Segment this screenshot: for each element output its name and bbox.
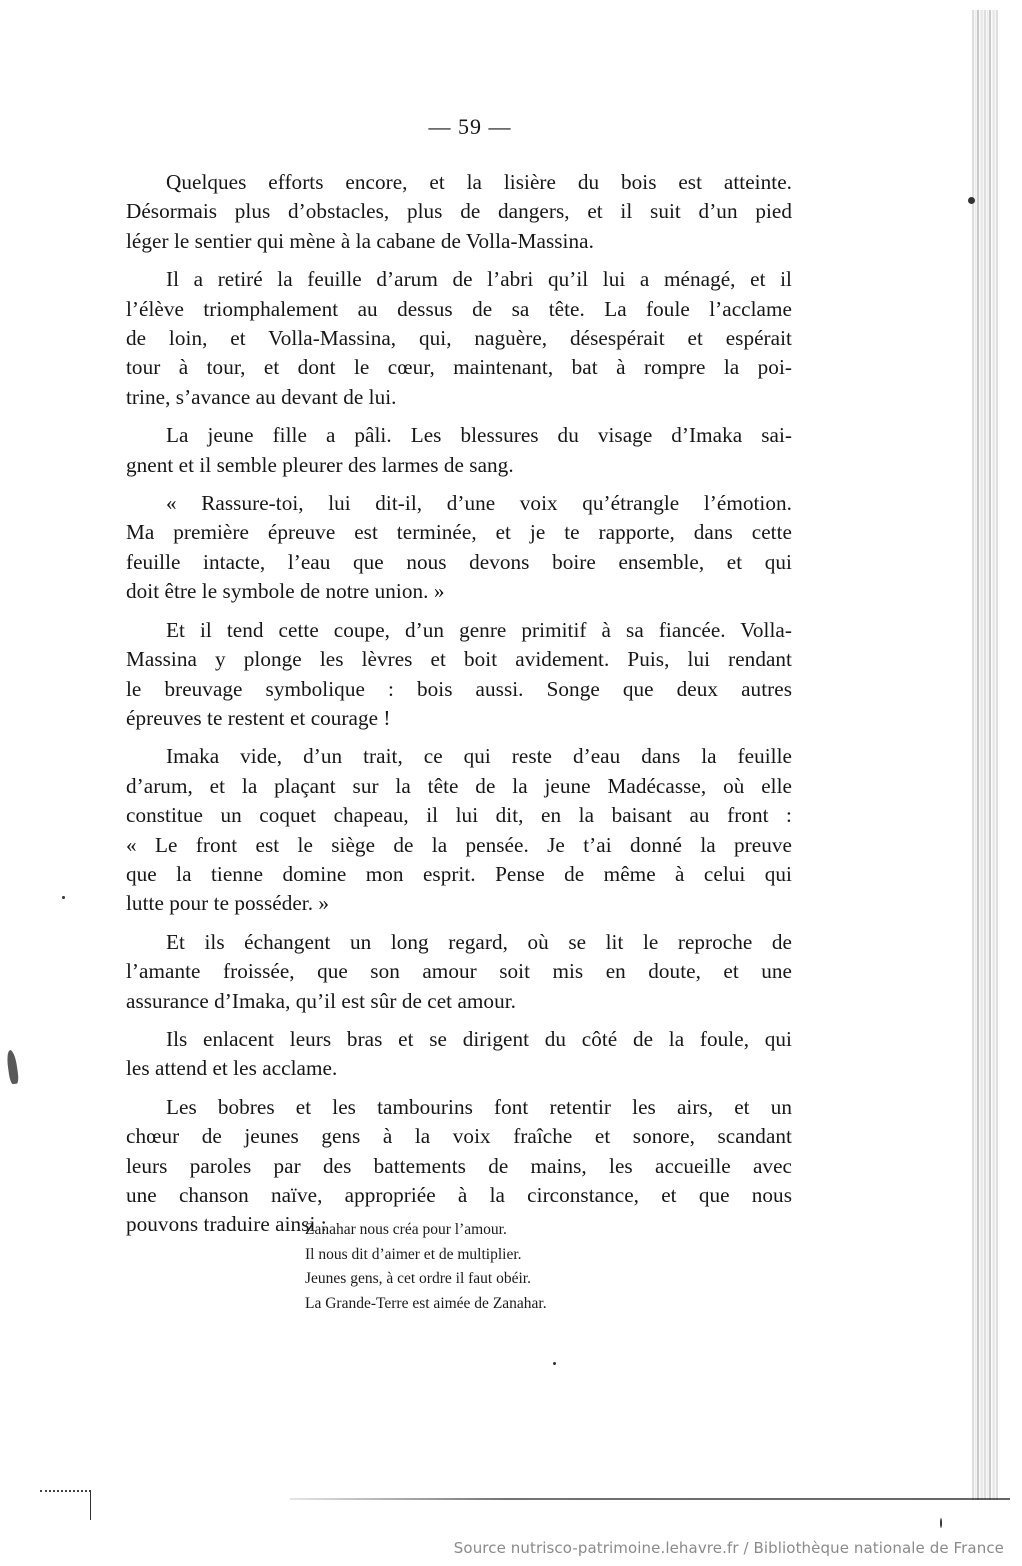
body-text [126, 168, 792, 1249]
verse-line: Jeunes gens, à cet ordre il faut obéir. [305, 1270, 531, 1287]
text-line: le breuvage symbolique : bois aussi. Songe que deux autres [126, 676, 792, 701]
text-line: doit être le symbole de notre union. » [126, 579, 445, 604]
text-line: feuille intacte, l’eau que nous devons boire ensemble, et qui [126, 549, 792, 574]
text-line: de loin, et Volla-Massina, qui, naguère, désespérait et espérait [126, 326, 792, 351]
text-line: « Rassure-toi, lui dit-il, d’une voix qu’étrangle l’émotion. [166, 491, 792, 516]
text-line: Ils enlacent leurs bras et se dirigent du côté de la foule, qui [166, 1026, 792, 1051]
text-line: Et ils échangent un long regard, où se lit le reproche de [166, 929, 792, 954]
margin-ink-mark [6, 1050, 20, 1085]
page-number: — 59 — [428, 114, 512, 139]
text-line: Massina y plonge les lèvres et boit avidement. Puis, lui rendant [126, 647, 792, 672]
text-line: pouvons traduire ainsi : [126, 1212, 327, 1237]
text-line: lutte pour te posséder. » [126, 891, 330, 916]
ink-speck [553, 1362, 556, 1365]
text-line: l’amante froissée, que son amour soit mis en doute, et une [126, 959, 792, 984]
ink-speck [940, 1518, 942, 1528]
paragraph [126, 742, 792, 918]
text-line: l’élève triomphalement au dessus de sa tête. La foule l’acclame [126, 296, 792, 321]
paragraph [126, 1025, 792, 1084]
paragraph [126, 265, 792, 412]
text-line: Désormais plus d’obstacles, plus de dangers, et il suit d’un pied [126, 199, 792, 224]
text-line: assurance d’Imaka, qu’il est sûr de cet amour. [126, 988, 517, 1013]
text-line: les attend et les acclame. [126, 1056, 338, 1081]
text-line: d’arum, et la plaçant sur la tête de la jeune Madécasse, où elle [126, 773, 792, 798]
text-line: Les bobres et les tambourins font retentir les airs, et un [166, 1094, 792, 1119]
paragraph [126, 928, 792, 1016]
source-attribution: Source nutrisco-patrimoine.lehavre.fr / Bibliothèque nationale de France [453, 1539, 1004, 1557]
text-line: tour à tour, et dont le cœur, maintenant, bat à rompre la poi- [126, 355, 792, 380]
text-line: Il a retiré la feuille d’arum de l’abri qu’il lui a ménagé, et il [166, 267, 792, 292]
verse-line: Il nous dit d’aimer et de multiplier. [305, 1245, 522, 1263]
text-line: Ma première épreuve est terminée, et je te rapporte, dans cette [126, 520, 792, 545]
verse-line: Zanahar nous créa pour l’amour. [305, 1221, 507, 1238]
text-line: « Le front est le siège de la pensée. Je t’ai donné la preuve [126, 832, 792, 857]
text-line: une chanson naïve, appropriée à la circonstance, et que nous [126, 1183, 792, 1207]
verse-line: La Grande-Terre est aimée de Zanahar. [305, 1294, 547, 1312]
paragraph [126, 489, 792, 607]
paragraph [126, 168, 792, 256]
text-line: leurs paroles par des battements de mains, les accueille avec [126, 1153, 792, 1178]
song-verses [305, 1218, 547, 1316]
text-line: que la tienne domine mon esprit. Pense de même à celui qui [126, 861, 792, 886]
scan-binding-edge [972, 10, 998, 1500]
paragraph [126, 616, 792, 734]
corner-ink-mark [40, 1490, 91, 1520]
text-line: Quelques efforts encore, et la lisière du bois est atteinte. [166, 170, 792, 194]
text-line: Et il tend cette coupe, d’un genre primitif à sa fiancée. Volla- [166, 617, 792, 642]
text-line: chœur de jeunes gens à la voix fraîche et sonore, scandant [126, 1124, 792, 1149]
text-line: La jeune fille a pâli. Les blessures du visage d’Imaka sai- [166, 423, 792, 448]
text-line: Imaka vide, d’un trait, ce qui reste d’eau dans la feuille [166, 744, 792, 769]
text-line: épreuves te restent et courage ! [126, 705, 391, 730]
ink-speck [62, 896, 65, 899]
ink-speck [968, 197, 975, 204]
text-line: léger le sentier qui mène à la cabane de Volla-Massina. [126, 228, 594, 253]
text-line: constitue un coquet chapeau, il lui dit, en la baisant au front : [126, 803, 792, 828]
paragraph [126, 421, 792, 480]
scan-bottom-rule [290, 1498, 1010, 1500]
text-line: trine, s’avance au devant de lui. [126, 384, 397, 409]
text-line: gnent et il semble pleurer des larmes de sang. [126, 452, 514, 477]
